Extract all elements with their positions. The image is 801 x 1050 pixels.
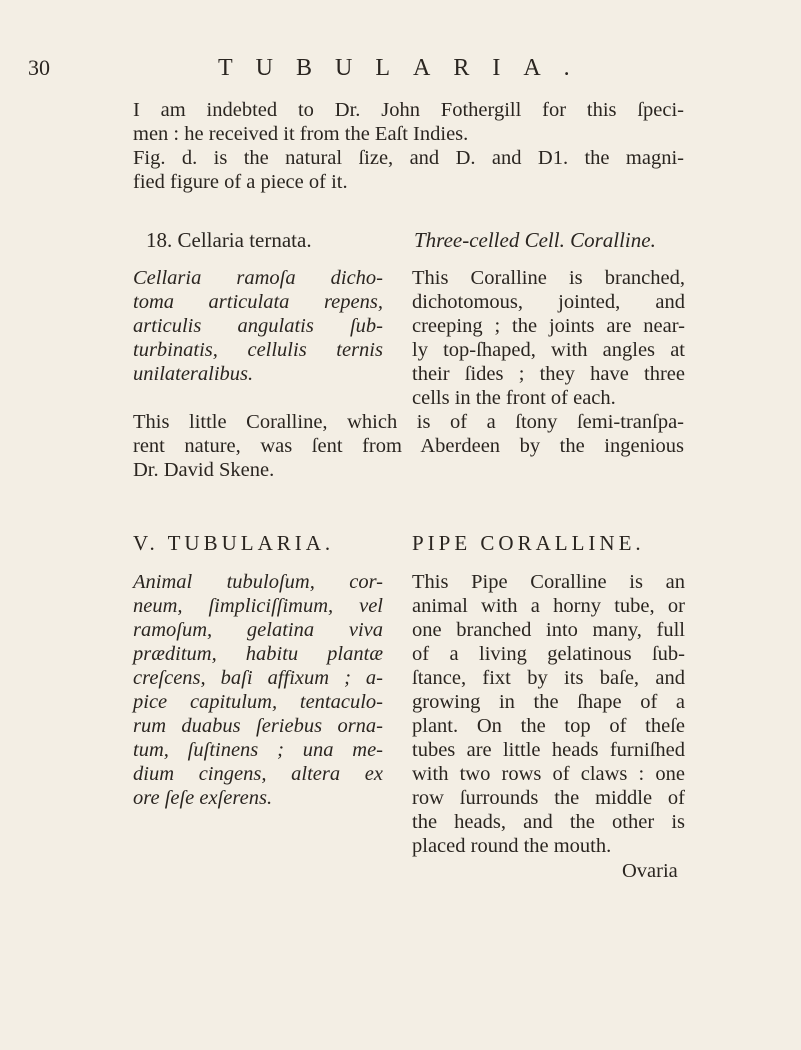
entry-18-title: 18. Cellaria ternata.	[146, 228, 312, 252]
intro-line: men : he received it from the Eaſt Indies.	[133, 123, 469, 145]
english-line: with two rows of claws : one	[412, 763, 685, 785]
entry-18-english-title: Three-celled Cell. Coralline.	[414, 228, 656, 252]
latin-line: toma articulata repens,	[133, 291, 383, 313]
english-line: ly top-ſhaped, with angles at	[412, 339, 685, 361]
intro-line: fied figure of a piece of it.	[133, 171, 348, 193]
english-line: placed round the mouth.	[412, 835, 612, 857]
page-number: 30	[28, 55, 50, 80]
latin-line: ore ſeſe exſerens.	[133, 787, 273, 809]
latin-line: creſcens, baſi affixum ; a-	[133, 667, 383, 689]
intro-paragraph	[133, 98, 684, 194]
catchword: Ovaria	[622, 860, 678, 882]
english-line: dichotomous, jointed, and	[412, 291, 685, 313]
section-v-latin-heading: V. TUBULARIA.	[133, 531, 335, 555]
english-line: cells in the front of each.	[412, 387, 616, 409]
english-line: their ſides ; they have three	[412, 363, 685, 385]
intro-line: Fig. d. is the natural ſize, and D. and D1. the magni-	[133, 147, 684, 169]
latin-line: præditum, habitu plantæ	[133, 643, 383, 665]
latin-line: tum, ſuſtinens ; una me-	[133, 739, 383, 761]
latin-line: ramoſum, gelatina viva	[133, 619, 383, 641]
entry-18-latin-description	[133, 266, 383, 386]
latin-line: neum, ſimpliciſſimum, vel	[133, 595, 383, 617]
latin-line: rum duabus ſeriebus orna-	[133, 715, 383, 737]
english-line: ſtance, fixt by its baſe, and	[412, 667, 685, 689]
english-line: tubes are little heads furniſhed	[412, 739, 685, 761]
entry-18-english-description	[412, 266, 685, 410]
running-head: TUBULARIA.	[218, 55, 593, 81]
english-line: the heads, and the other is	[412, 811, 685, 833]
intro-line: I am indebted to Dr. John Fothergill for this ſpeci-	[133, 99, 684, 121]
latin-line: Animal tubuloſum, cor-	[133, 571, 383, 593]
latin-line: unilateralibus.	[133, 363, 254, 385]
note-line: rent nature, was ſent from Aberdeen by the ingenious	[133, 435, 684, 457]
english-line: creeping ; the joints are near-	[412, 315, 685, 337]
entry-18-note	[133, 410, 684, 482]
english-line: This Coralline is branched,	[412, 267, 685, 289]
section-v-english-description	[412, 570, 685, 858]
section-v-english-heading: PIPE CORALLINE.	[412, 531, 645, 555]
latin-line: articulis angulatis ſub-	[133, 315, 383, 337]
english-line: animal with a horny tube, or	[412, 595, 685, 617]
latin-line: Cellaria ramoſa dicho-	[133, 267, 383, 289]
note-line: This little Coralline, which is of a ſtony ſemi-tranſpa-	[133, 411, 684, 433]
section-v-latin-description	[133, 570, 383, 810]
note-line: Dr. David Skene.	[133, 459, 275, 481]
english-line: This Pipe Coralline is an	[412, 571, 685, 593]
english-line: row ſurrounds the middle of	[412, 787, 685, 809]
latin-line: pice capitulum, tentaculo-	[133, 691, 383, 713]
english-line: of a living gelatinous ſub-	[412, 643, 685, 665]
english-line: growing in the ſhape of a	[412, 691, 685, 713]
latin-line: turbinatis, cellulis ternis	[133, 339, 383, 361]
english-line: plant. On the top of theſe	[412, 715, 685, 737]
english-line: one branched into many, full	[412, 619, 685, 641]
latin-line: dium cingens, altera ex	[133, 763, 383, 785]
